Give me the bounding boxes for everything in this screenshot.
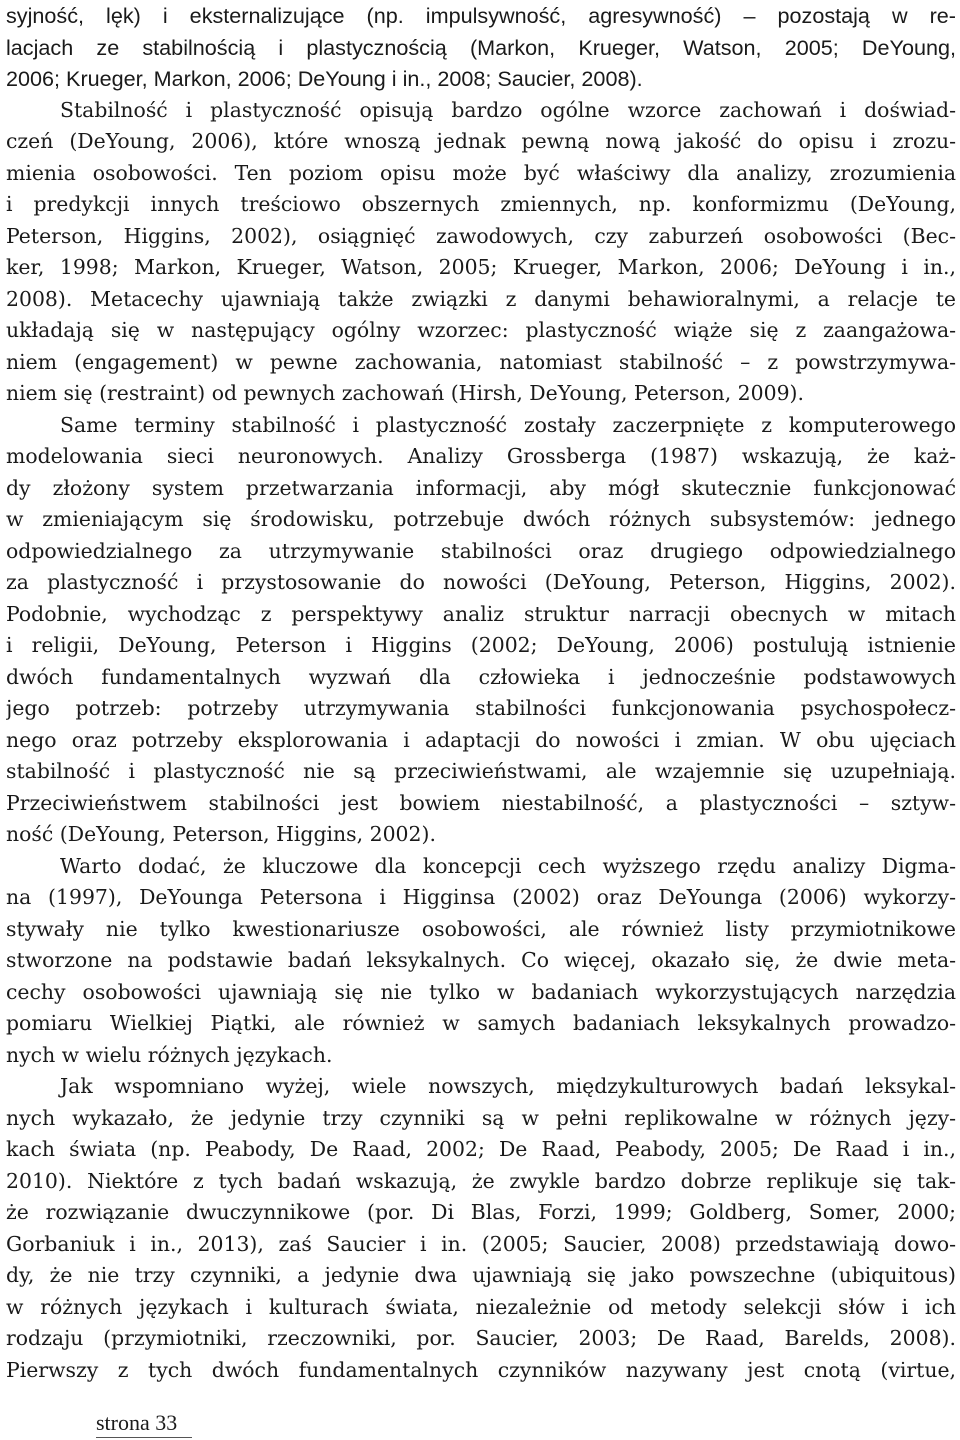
footer-divider	[96, 1437, 192, 1438]
body-text	[6, 0, 956, 1386]
text-line: stabilność i plastyczność nie są przeciwieństwami, ale wzajemnie się uzupełniają.	[6, 759, 956, 783]
text-line: syjność, lęk) i eksternalizujące (np. impulsywność, agresywność) – pozostają w re-	[6, 3, 956, 28]
text-line: modelowania sieci neuronowych. Analizy Grossberga (1987) wskazują, że każ-	[6, 444, 956, 468]
text-line: za plastyczność i przystosowanie do nowości (DeYoung, Peterson, Higgins, 2002).	[6, 570, 956, 594]
text-line: 2010). Niektóre z tych badań wskazują, że zwykle bardzo dobrze replikuje się tak-	[6, 1168, 956, 1193]
text-line: Pierwszy z tych dwóch fundamentalnych czynników nazywany jest cnotą (virtue,	[6, 1357, 956, 1382]
text-line: ność (DeYoung, Peterson, Higgins, 2002).	[6, 822, 436, 846]
text-line: cechy osobowości ujawniają się nie tylko w badaniach wykorzystujących narzędzia	[6, 979, 956, 1004]
text-line: stywały nie tylko kwestionariusze osobowości, ale również listy przymiotnikowe	[6, 916, 956, 941]
text-line: Same terminy stabilność i plastyczność zostały zaczerpnięte z komputerowego	[60, 412, 956, 437]
text-line: Stabilność i plastyczność opisują bardzo ogólne wzorce zachowań i doświad-	[60, 97, 956, 122]
text-line: niem się (restraint) od pewnych zachowań (Hirsh, DeYoung, Peterson, 2009).	[6, 381, 804, 405]
text-line: w zmieniającym się środowisku, potrzebuje dwóch różnych subsystemów: jednego	[6, 507, 956, 531]
text-line: ker, 1998; Markon, Krueger, Watson, 2005; Krueger, Markon, 2006; DeYoung i in.,	[6, 255, 956, 279]
text-line: Przeciwieństwem stabilności jest bowiem niestabilność, a plastyczności – sztyw-	[6, 790, 956, 815]
text-line: Warto dodać, że kluczowe dla koncepcji cech wyższego rzędu analizy Digma-	[60, 853, 956, 878]
text-line: nego oraz potrzeby eksplorowania i adaptacji do nowości i zmian. W obu ujęciach	[6, 727, 956, 752]
text-line: Podobnie, wychodząc z perspektywy analiz struktur narracji obecnych w mitach	[6, 601, 956, 626]
text-line: na (1997), DeYounga Petersona i Higginsa (2002) oraz DeYounga (2006) wykorzy-	[6, 885, 956, 909]
text-line: dy złożony system przetwarzania informacji, aby mógł skutecznie funkcjonować	[6, 475, 956, 500]
text-line: pomiaru Wielkiej Piątki, ale również w samych badaniach leksykalnych prowadzo-	[6, 1011, 956, 1035]
text-line: że rozwiązanie dwuczynnikowe (por. Di Blas, Forzi, 1999; Goldberg, Somer, 2000;	[6, 1200, 956, 1224]
text-line: jego potrzeb: potrzeby utrzymywania stabilności funkcjonowania psychospołecz-	[6, 696, 956, 720]
text-line: nych w wielu różnych językach.	[6, 1042, 333, 1067]
text-line: stworzone na podstawie badań leksykalnych. Co więcej, okazało się, że dwie meta-	[6, 948, 956, 972]
text-line: w różnych językach i kulturach świata, niezależnie od metody selekcji słów i ich	[6, 1294, 956, 1319]
page-number: strona 33	[96, 1410, 178, 1435]
text-line: odpowiedzialnego za utrzymywanie stabilności oraz drugiego odpowiedzialnego	[6, 538, 956, 563]
text-line: i religii, DeYoung, Peterson i Higgins (2002; DeYoung, 2006) postulują istnienie	[6, 633, 956, 657]
text-line: rodzaju (przymiotniki, rzeczowniki, por. Saucier, 2003; De Raad, Barelds, 2008).	[6, 1326, 956, 1350]
text-line: Peterson, Higgins, 2002), osiągnięć zawodowych, czy zaburzeń osobowości (Bec-	[6, 223, 956, 248]
text-line: kach świata (np. Peabody, De Raad, 2002; De Raad, Peabody, 2005; De Raad i in.,	[6, 1137, 956, 1161]
text-line: 2006; Krueger, Markon, 2006; DeYoung i in., 2008; Saucier, 2008).	[6, 66, 643, 91]
text-line: dy, że nie trzy czynniki, a jedynie dwa ujawniają się jako powszechne (ubiquitous)	[6, 1263, 956, 1287]
text-line: Gorbaniuk i in., 2013), zaś Saucier i in. (2005; Saucier, 2008) przedstawiają dowo-	[6, 1231, 956, 1256]
text-line: dwóch fundamentalnych wyzwań dla człowieka i jednocześnie podstawowych	[6, 664, 956, 689]
text-line: Jak wspomniano wyżej, wiele nowszych, międzykulturowych badań leksykal-	[60, 1074, 956, 1098]
text-line: układają się w następujący ogólny wzorzec: plastyczność wiąże się z zaangażowa-	[6, 318, 956, 342]
text-line: czeń (DeYoung, 2006), które wnoszą jednak pewną nową jakość do opisu i zrozu-	[6, 129, 956, 153]
text-line: lacjach ze stabilnością i plastycznością (Markon, Krueger, Watson, 2005; DeYoung,	[6, 34, 956, 60]
text-line: 2008). Metacechy ujawniają także związki z danymi behawioralnymi, a relacje te	[6, 286, 956, 311]
text-line: i predykcji innych treściowo obszernych zmiennych, np. konformizmu (DeYoung,	[6, 192, 956, 216]
text-line: nych wykazało, że jedynie trzy czynniki są w pełni replikowalne w różnych języ-	[6, 1105, 956, 1130]
text-line: mienia osobowości. Ten poziom opisu może być właściwy dla analizy, zrozumienia	[6, 160, 956, 185]
text-line: niem (engagement) w pewne zachowania, natomiast stabilność – z powstrzymywa-	[6, 349, 956, 374]
